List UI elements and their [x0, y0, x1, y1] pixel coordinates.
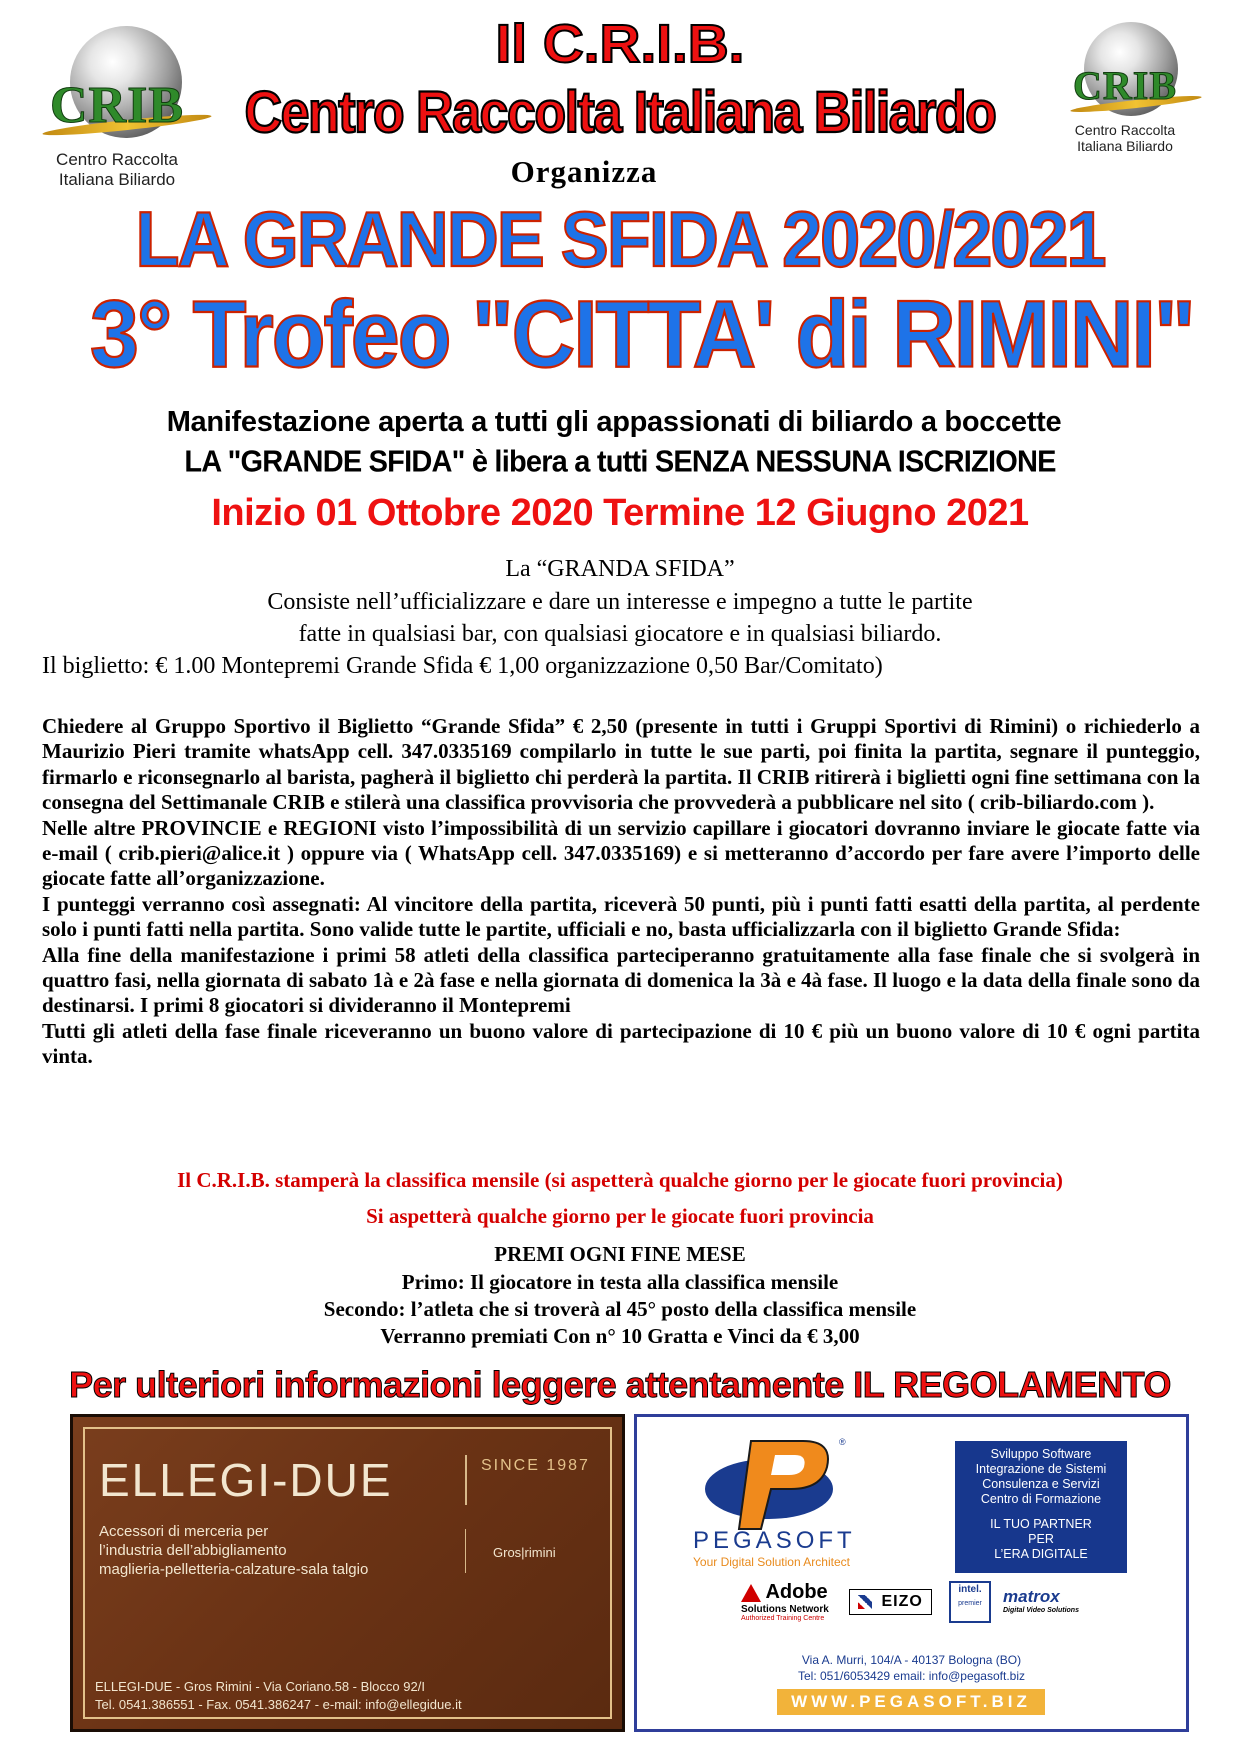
ellegi-address: ELLEGI-DUE - Gros Rimini - Via Coriano.58 - Blocco 92/I [95, 1679, 425, 1694]
ellegi-desc-1: Accessori di merceria per [99, 1523, 269, 1540]
intel-logo [949, 1581, 991, 1623]
logo-brand: CRIB [1072, 63, 1178, 108]
rules-paragraph-4: Alla fine della manifestazione i primi 58 atleti della classifica parteciperanno gratuitamente alla fase finale che si svolgerà in quattro fasi, nella giornata di sabato 1à e 2à fase e nella giornata di domenica la 3à e 4à fase. Il luogo e la data della finale sono da destinarsi. I primi 8 giocatori si divideranno il Montepremi [42, 942, 1200, 1018]
service-line: Centro di Formazione [980, 1492, 1102, 1506]
regolamento-cta: Per ulteriori informazioni leggere attentamente IL REGOLAMENTO [69, 1364, 1171, 1405]
organizza-label: Organizza [510, 154, 658, 189]
ellegi-contacts: Tel. 0541.386551 - Fax. 0541.386247 - e-mail: info@ellegidue.it [95, 1697, 462, 1712]
pegasoft-services-box [955, 1441, 1127, 1573]
intro-line2: Consiste nell’ufficializzare e dare un interesse e impegno a tutte le partite [267, 589, 973, 615]
adobe-sub-2: Authorized Training Centre [741, 1615, 825, 1622]
subtitle-1: Manifestazione aperta a tutti gli appassionati di biliardo a boccette [166, 406, 1062, 438]
logo-caption-1: Centro Raccolta [1074, 122, 1176, 138]
pegasoft-brand: PEGASOFT [693, 1527, 856, 1554]
rules-paragraph-2: Nelle altre PROVINCIE e REGIONI visto l’impossibilità di un servizio capillare i giocatori dovranno inviare le giocate fatte via e-mail ( crib.pieri@alice.it ) oppure via ( WhatsApp cell. 347.0335169) e si metteranno d’accordo per fare avere l’importo delle giocate fatte all’organizzazione. [42, 815, 1200, 891]
rules-body [42, 714, 1200, 1070]
trophy-title: 3° Trofeo "CITTA' di RIMINI" [90, 280, 1194, 387]
intel-sub: premier [958, 1600, 982, 1607]
intro-line3: fatte in qualsiasi bar, con qualsiasi giocatore e in qualsiasi biliardo. [298, 621, 942, 647]
matrox-logo [1003, 1587, 1079, 1614]
service-line: IL TUO PARTNER [990, 1517, 1092, 1531]
intro-line1: La “GRANDA SFIDA” [505, 556, 735, 582]
ad-divider [465, 1529, 466, 1573]
eizo-icon [858, 1595, 872, 1609]
ellegi-due-ad [70, 1414, 625, 1732]
ellegi-desc-2: l’industria dell’abbigliamento [99, 1542, 287, 1559]
service-line: L’ERA DIGITALE [994, 1547, 1088, 1561]
header-line1: Il C.R.I.B. [495, 14, 745, 74]
gros-rimini-logo: Gros|rimini [493, 1545, 556, 1560]
adobe-logo [741, 1581, 829, 1622]
header-line2: Centro Raccolta Italiana Biliardo [244, 80, 996, 146]
prize-first: Primo: Il giocatore in testa alla classifica mensile [401, 1270, 839, 1294]
event-dates: Inizio 01 Ottobre 2020 Termine 12 Giugno 2021 [211, 492, 1029, 534]
service-line: Sviluppo Software [990, 1447, 1092, 1461]
logo-caption-2: Italiana Biliardo [58, 170, 176, 189]
logo-caption-2: Italiana Biliardo [1077, 138, 1173, 154]
rules-paragraph-5: Tutti gli atleti della fase finale riceveranno un buono valore di partecipazione di 10 € più un buono valore di 10 € ogni partita vinta. [42, 1018, 1200, 1069]
rules-paragraph-1: Chiedere al Gruppo Sportivo il Biglietto “Grande Sfida” € 2,50 (presente in tutti i Gruppi Sportivi di Rimini) o richiederlo a Maurizio Pieri tramite whatsApp cell. 347.0335169 compilarlo in tutte le sue parti, poi finita la partita, segnare il punteggio, firmarlo e riconsegnarlo al barista, pagherà il biglietto chi perderà la partita. Il CRIB ritirerà i biglietti ogni fine settimana con la consegna del Settimanale CRIB e stilerà una classifica provvisoria che provvederà a pubblicare nel sito ( crib-biliardo.com ). [42, 714, 1200, 815]
pegasoft-p-icon [699, 1427, 849, 1535]
logo-brand: CRIB [49, 77, 185, 134]
service-line: Consulenza e Servizi [982, 1477, 1100, 1491]
ellegi-since: SINCE 1987 [481, 1457, 590, 1474]
adobe-icon [741, 1584, 761, 1602]
spacer [955, 1507, 1127, 1517]
logo-caption-1: Centro Raccolta [56, 150, 178, 169]
event-title: LA GRANDE SFIDA 2020/2021 [135, 196, 1105, 284]
subtitle-2: LA "GRANDE SFIDA" è libera a tutti SENZA NESSUNA ISCRIZIONE [184, 445, 1056, 479]
ellegi-brand: ELLEGI-DUE [99, 1454, 393, 1506]
pegasoft-contacts: Tel: 051/6053429 email: info@pegasoft.biz [798, 1669, 1025, 1683]
matrox-sub: Digital Video Solutions [1003, 1607, 1079, 1614]
pegasoft-tagline: Your Digital Solution Architect [693, 1555, 850, 1569]
prizes-title: PREMI OGNI FINE MESE [494, 1242, 746, 1266]
adobe-name: Adobe [765, 1581, 828, 1603]
ellegi-desc-3: maglieria-pelletteria-calzature-sala talgio [99, 1561, 369, 1578]
rules-paragraph-3: I punteggi verranno così assegnati: Al vincitore della partita, riceverà 50 punti, più i punti fatti esatti della partita, al perdente solo i punti fatti nella partita. Sono valide tutte le partite, ufficiali e no, basta ufficializzarla con il biglietto Grande Sfida: [42, 891, 1200, 942]
notice-classifica: Il C.R.I.B. stamperà la classifica mensile (si aspetterà qualche giorno per le giocate fuori provincia) [177, 1168, 1063, 1192]
notice-fuori-provincia: Si aspetterà qualche giorno per le giocate fuori provincia [366, 1204, 874, 1228]
prize-second: Secondo: l’atleta che si troverà al 45° posto della classifica mensile [323, 1297, 917, 1321]
adobe-sub: Solutions Network [741, 1604, 829, 1615]
ad-divider [465, 1455, 467, 1505]
pegasoft-website[interactable]: WWW.PEGASOFT.BIZ [777, 1689, 1045, 1715]
svg-text:®: ® [839, 1437, 846, 1447]
prize-third: Verranno premiati Con n° 10 Gratta e Vinci da € 3,00 [380, 1324, 860, 1348]
pegasoft-address: Via A. Murri, 104/A - 40137 Bologna (BO) [801, 1653, 1022, 1667]
matrox-name: matrox [1003, 1587, 1060, 1606]
service-line: Integrazione de Sistemi [975, 1462, 1107, 1476]
eizo-logo [849, 1589, 932, 1615]
eizo-name: EIZO [881, 1593, 923, 1610]
service-line: PER [1028, 1532, 1054, 1546]
intro-line4: Il biglietto: € 1.00 Montepremi Grande Sfida € 1,00 organizzazione 0,50 Bar/Comitato) [42, 653, 883, 679]
intel-name: intel. [958, 1584, 982, 1595]
pegasoft-ad [634, 1414, 1189, 1732]
